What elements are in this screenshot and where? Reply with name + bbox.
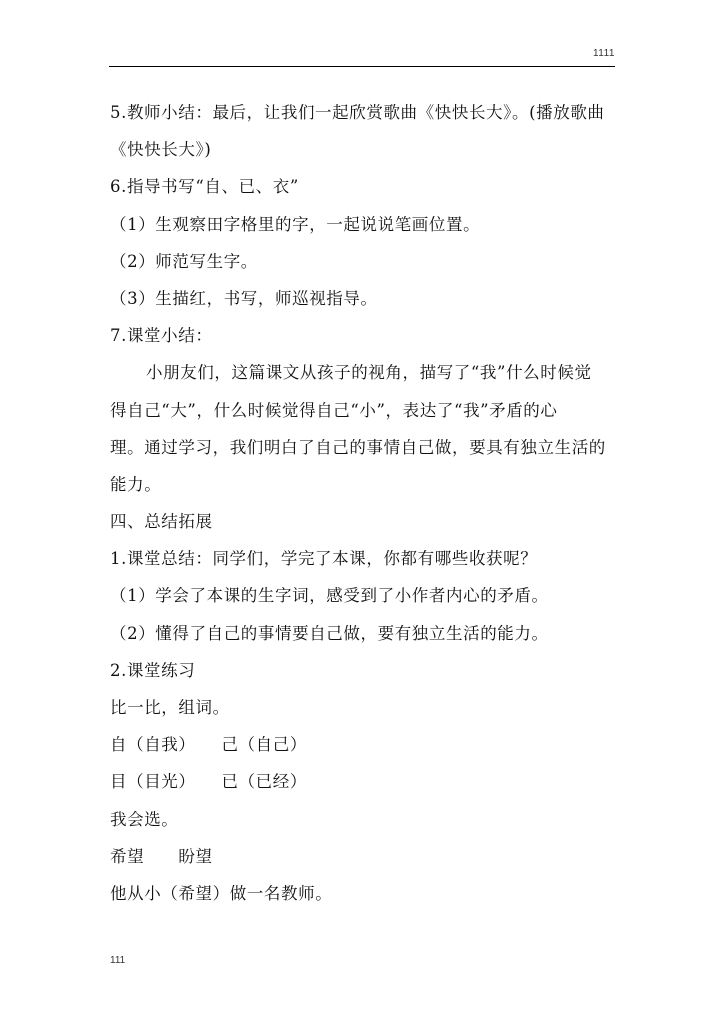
text-line: （2）师范写生字。 xyxy=(110,251,258,271)
text-line: 1.课堂总结：同学们，学完了本课，你都有哪些收获呢？ xyxy=(110,549,538,569)
text-line: 7.课堂小结： xyxy=(110,326,213,346)
document-body xyxy=(110,103,616,921)
header-page-number: 1111 xyxy=(592,48,615,59)
text-line: 2.课堂练习 xyxy=(110,660,196,680)
text-line: 小朋友们，这篇课文从孩子的视角，描写了“我”什么时候觉 xyxy=(146,363,592,383)
header-divider xyxy=(109,66,615,67)
text-line: 比一比，组词。 xyxy=(110,698,230,717)
text-line: 得自己“大”，什么时候觉得自己“小”，表达了“我”矛盾的心 xyxy=(110,400,558,420)
text-line: 自（自我） 己（自己） xyxy=(110,735,307,755)
text-line: （1）生观察田字格里的字，一起说说笔画位置。 xyxy=(110,214,481,234)
text-line: 他从小（希望）做一名教师。 xyxy=(110,883,333,903)
text-line: （2）懂得了自己的事情要自己做，要有独立生活的能力。 xyxy=(110,623,549,643)
text-line: 6.指导书写“自、已、衣” xyxy=(110,177,299,197)
text-line: （1）学会了本课的生字词，感受到了小作者内心的矛盾。 xyxy=(110,586,549,606)
text-line: （3）生描红，书写，师巡视指导。 xyxy=(110,288,378,308)
text-line: 希望 盼望 xyxy=(110,846,213,866)
text-line: 四、总结拓展 xyxy=(110,512,213,532)
text-line: 理。通过学习，我们明白了自己的事情自己做，要具有独立生活的 xyxy=(110,437,606,457)
text-line: 目（目光） 已（已经） xyxy=(110,772,307,792)
footer-page-number: 111 xyxy=(110,955,126,966)
text-line: 能力。 xyxy=(110,474,162,494)
text-line: 5.教师小结：最后，让我们一起欣赏歌曲《快快长大》。(播放歌曲 xyxy=(110,103,605,122)
text-line: 我会选。 xyxy=(110,809,179,829)
text-line: 《快快长大》) xyxy=(110,140,212,160)
